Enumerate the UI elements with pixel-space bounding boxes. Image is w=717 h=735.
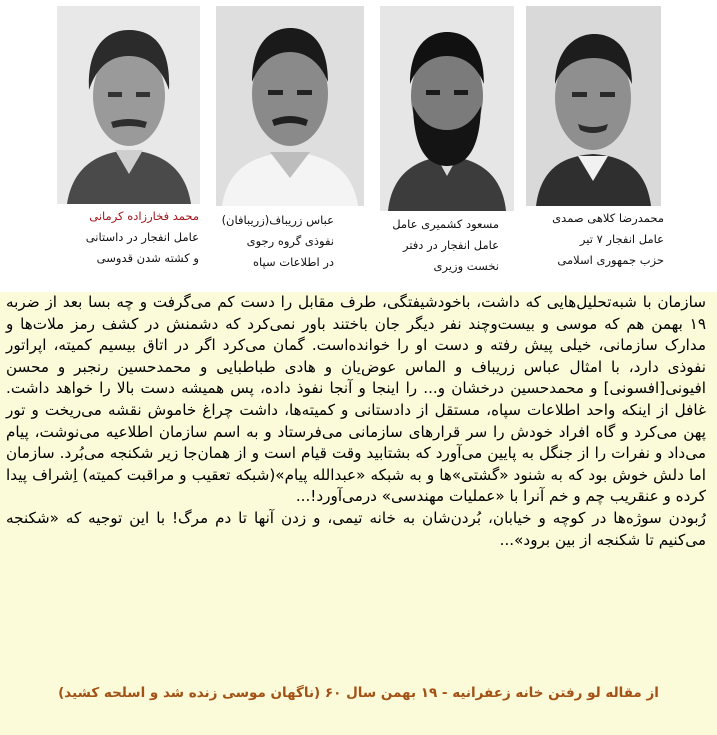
article-body	[6, 292, 706, 551]
caption-line: محمدرضا کلاهی صمدی	[552, 211, 664, 225]
portrait-kalahi	[526, 6, 661, 206]
caption-line: مسعود کشمیری عامل	[392, 217, 499, 231]
caption-fakhrzadeh	[86, 206, 199, 269]
caption-line: نخست وزیری	[433, 259, 499, 273]
caption-line: در اطلاعات سپاه	[252, 255, 334, 269]
article-paragraph: سازمان با شبه‌تحلیل‌هایی که داشت، باخودشیفتگی، طرف مقابل را دست کم می‌گرفت و چه بسا بعد از ضربه ۱۹ بهمن هم که موسی و بیست‌وچند نفر دیگر جان باختند باور نمی‌کرد که دشمنش در کشف رمز ملات‌ها و مدارک سازمانی، خیلی پیش رفته و دست او را خوانده‌است. گمان می‌کرد اگر در اتاق بیسیم کمیته، اپراتور نفوذی دارد، با امثال عباس زریباف و الماس عوض‌یان و هادی طباطبایی و محمدحسین رنجبر و محسن افیونی[افسونی] و محمدحسین درخشان و... را اینجا و آنجا نفوذ داده، پس همیشه دست بالا را خواهد داشت. غافل از اینکه واحد اطلاعات سپاه، مستقل از دادستانی و کمیته‌ها، داشت چراغ خاموش نقشه می‌ریخت و تور پهن می‌کرد و گاه افراد خودش را سر قرارهای سازمانی می‌فرستاد و به اسم سازمان اطلاعیه می‌نوشت، پیام می‌داد و نفرات را از جنگل به پایین می‌آورد که بشتابید وقت قیام است و از همان‌جا زیر شکنجه می‌بُرد. سازمان اما دلش خوش بود که به شنود «گشتی»ها و به شبکه «عبدالله پیام»(شبکه تعقیب و مراقبت کمیته) اِشراف پیدا کرده و عنقریب چم و خم آنرا با «عملیات مهندسی» درمی‌آورد!...	[6, 293, 706, 506]
caption-line: عامل انفجار در داستانی	[85, 230, 199, 244]
caption-line: محمد فخارزاده کرمانی	[89, 209, 199, 223]
caption-line: و کشته شدن قدوسی	[96, 251, 199, 265]
caption-line: عامل انفجار ۷ تیر	[579, 232, 664, 246]
photo-strip	[0, 0, 717, 290]
portrait-zaribaf	[216, 6, 364, 206]
portrait-fakhrzadeh	[57, 6, 200, 204]
caption-kashmiri	[392, 214, 499, 277]
caption-kalahi	[552, 208, 664, 271]
caption-zaribaf	[222, 210, 334, 273]
caption-line: عامل انفجار در دفتر	[402, 238, 499, 252]
caption-line: نفوذی گروه رجوی	[246, 234, 334, 248]
portrait-kashmiri	[380, 6, 514, 211]
caption-line: عباس زریباف(زریبافان)	[221, 213, 334, 227]
article-paragraph: رُبودن سوژه‌ها در کوچه و خیابان، بُردن‌شان به خانه تیمی، و زدن آنها تا دم مرگ! با این توجیه که «شکنجه می‌کنیم تا شکنجه از بین برود»...	[6, 508, 706, 549]
article-panel	[0, 292, 717, 735]
article-source: از مقاله لو رفتن خانه زعفرانیه - ۱۹ بهمن سال ۶۰ (ناگهان موسی زنده شد و اسلحه کشید)	[58, 685, 659, 701]
caption-line: حزب جمهوری اسلامی	[557, 253, 664, 267]
